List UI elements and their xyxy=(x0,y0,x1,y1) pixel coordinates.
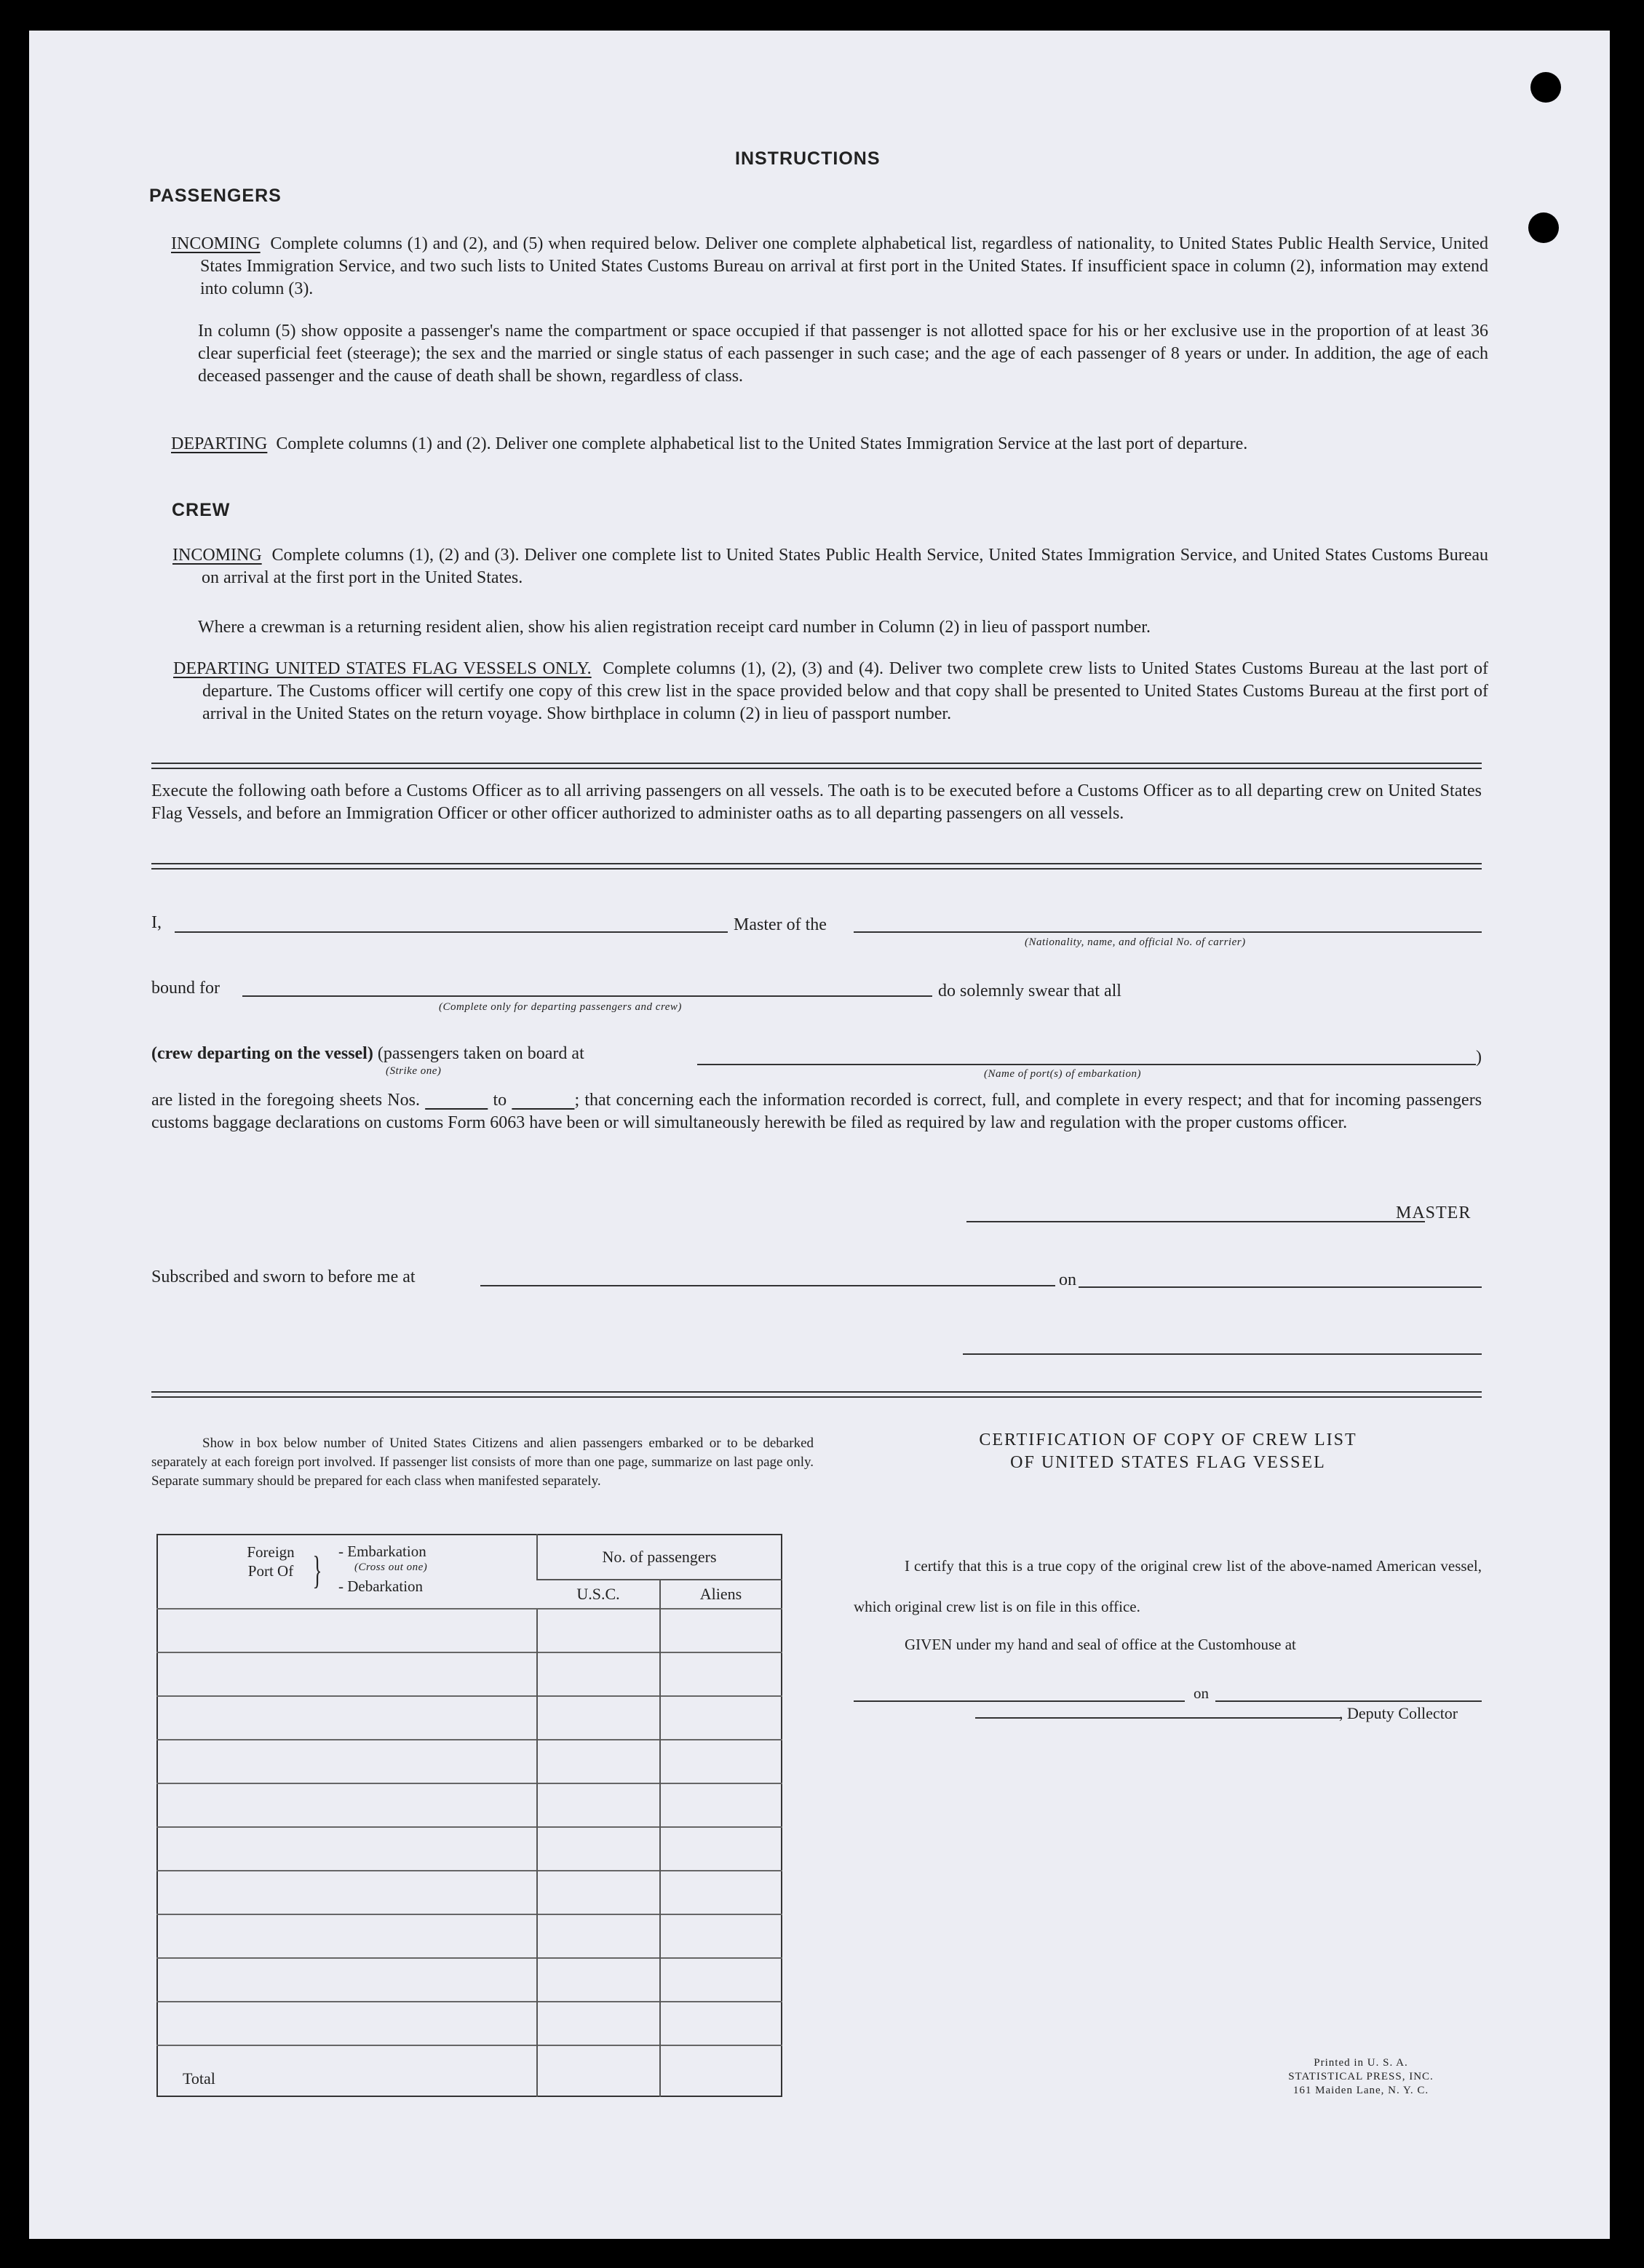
embarkation-caption: (Name of port(s) of embarkation) xyxy=(984,1068,1141,1080)
close-paren: ) xyxy=(1476,1048,1482,1067)
section-divider xyxy=(151,763,1482,769)
i-label: I, xyxy=(151,913,162,932)
sheets-prefix: are listed in the foregoing sheets Nos. xyxy=(151,1091,420,1110)
oath-intro: Execute the following oath before a Customs Officer as to all arriving passengers on all vessels. The oath is to be executed before a Customs Officer as to all departing crew on United States Flag Vessels, and before an Immigration Officer or other officer authorized to administer oaths as to all departing passengers on all vessels. xyxy=(151,781,1482,823)
officer-signature-field[interactable] xyxy=(963,1353,1482,1355)
carrier-field[interactable] xyxy=(854,931,1482,933)
embarkation-label: - Embarkation xyxy=(338,1543,426,1560)
sworn-on-label: on xyxy=(1059,1270,1076,1289)
section-divider xyxy=(151,863,1482,870)
sworn-place-field[interactable] xyxy=(480,1285,1055,1286)
swear-label: do solemnly swear that all xyxy=(938,982,1121,1000)
table-row[interactable] xyxy=(157,1783,782,1827)
printer-imprint xyxy=(1266,2056,1456,2098)
passengers-incoming-label: INCOMING xyxy=(171,234,261,253)
crew-incoming-paragraph xyxy=(172,544,1488,589)
certification-title xyxy=(873,1429,1463,1474)
table-row[interactable] xyxy=(157,1958,782,2002)
sheets-to: to xyxy=(493,1091,507,1110)
passengers-heading: PASSENGERS xyxy=(149,186,282,206)
embarkation-port-field[interactable] xyxy=(697,1064,1476,1065)
crew-departing-label: DEPARTING UNITED STATES FLAG VESSELS ONLY. xyxy=(173,659,592,678)
crew-departing-label: (crew departing on the vessel) xyxy=(151,1044,373,1063)
certify-text: I certify that this is a true copy of the original crew list of the above-named American vessel, which original crew list is on file in this office. xyxy=(854,1557,1482,1615)
bound-caption: (Complete only for departing passengers and crew) xyxy=(439,1001,682,1013)
passengers-taken-label: (passengers taken on board at xyxy=(377,1044,584,1063)
cert-date-field[interactable] xyxy=(1215,1700,1482,1702)
foreign-port-header xyxy=(157,1535,537,1609)
deputy-signature-field[interactable] xyxy=(975,1717,1341,1719)
passengers-departing-label: DEPARTING xyxy=(171,434,268,453)
passengers-incoming-text: Complete columns (1) and (2), and (5) when required below. Deliver one complete alphabetical list, regardless of nationality, to United States Public Health Service, United States Immigration Service, and two such lists to United States Customs Bureau on arrival at first port in the United States. If insufficient space in column (2), information may extend into column (3). xyxy=(200,234,1488,298)
strike-one-line xyxy=(151,1044,584,1064)
deputy-label: , Deputy Collector xyxy=(1339,1704,1458,1722)
passenger-summary-table xyxy=(156,1534,782,2097)
column5-paragraph: In column (5) show opposite a passenger's name the compartment or space occupied if that passenger is not allotted space for his or her exclusive use in the proportion of at least 36 clear superficial feet (steerage); the sex and the married or single status of each passenger in such case; and the age of each passenger of 8 years or under. In addition, the age of each deceased passenger and the cause of death shall be shown, regardless of class. xyxy=(198,322,1488,386)
bound-for-label: bound for xyxy=(151,979,220,998)
master-of-label: Master of the xyxy=(734,915,827,934)
crew-heading: CREW xyxy=(172,500,231,520)
total-label: Total xyxy=(157,2045,537,2096)
cross-out-label: (Cross out one) xyxy=(354,1561,428,1573)
certification-title-line2: OF UNITED STATES FLAG VESSEL xyxy=(1010,1453,1326,1472)
no-passengers-label: No. of passengers xyxy=(537,1535,782,1580)
table-row[interactable] xyxy=(157,2002,782,2045)
master-signature-field[interactable] xyxy=(966,1221,1425,1222)
usc-header: U.S.C. xyxy=(537,1580,660,1609)
table-row[interactable] xyxy=(157,1871,782,1914)
printer-line1: Printed in U. S. A. xyxy=(1314,2057,1408,2069)
strike-caption: (Strike one) xyxy=(386,1065,442,1077)
debarkation-label: - Debarkation xyxy=(338,1577,424,1595)
table-row[interactable] xyxy=(157,1609,782,1652)
total-row[interactable] xyxy=(157,2045,782,2096)
instructions-heading: INSTRUCTIONS xyxy=(735,148,881,169)
aliens-header: Aliens xyxy=(660,1580,782,1609)
customhouse-field[interactable] xyxy=(854,1700,1185,1702)
printer-line2: STATISTICAL PRESS, INC. xyxy=(1288,2071,1434,2082)
table-row[interactable] xyxy=(157,1696,782,1740)
crew-departing-paragraph xyxy=(173,658,1488,725)
master-name-field[interactable] xyxy=(175,931,728,933)
sworn-date-field[interactable] xyxy=(1079,1286,1482,1288)
crew-resident-paragraph: Where a crewman is a returning resident alien, show his alien registration receipt card number in Column (2) in lieu of passport number. xyxy=(198,618,1151,637)
sheets-text: ; that concerning each the information recorded is correct, full, and complete in every respect; and that for incoming passengers customs baggage declarations on customs Form 6063 have been or will simultaneously herewith be filed as required by law and regulation with the proper customs officer. xyxy=(151,1091,1482,1132)
certification-title-line1: CERTIFICATION OF COPY OF CREW LIST xyxy=(979,1431,1357,1449)
sheets-paragraph xyxy=(151,1089,1482,1134)
crew-departing-text: Complete columns (1), (2), (3) and (4). Deliver two complete crew lists to United States Customs Bureau at the last port of departure. The Customs officer will certify one copy of this crew list in the space provided below and that copy shall be presented to United States Customs Bureau at the first port of arrival in the United States on the return voyage. Show birthplace in column (2) in lieu of passport number. xyxy=(202,659,1488,723)
summary-intro: Show in box below number of United States Citizens and alien passengers embarked or to be debarked separately at each foreign port involved. If passenger list consists of more than one page, summarize on last page only. Separate summary should be prepared for each class when manifested separately. xyxy=(151,1436,814,1489)
table-row[interactable] xyxy=(157,1652,782,1696)
crew-incoming-label: INCOMING xyxy=(172,546,262,565)
punch-hole xyxy=(1528,212,1559,243)
crew-incoming-text: Complete columns (1), (2) and (3). Deliver one complete list to United States Public Health Service, United States Immigration Service, and United States Customs Bureau on arrival at the first port in the United States. xyxy=(202,546,1488,587)
cert-on-label: on xyxy=(1194,1684,1209,1702)
punch-hole xyxy=(1530,72,1561,103)
passengers-incoming-paragraph xyxy=(171,233,1488,301)
table-row[interactable] xyxy=(157,1827,782,1871)
table-row[interactable] xyxy=(157,1740,782,1783)
printer-line3: 161 Maiden Lane, N. Y. C. xyxy=(1292,2085,1429,2096)
master-label: MASTER xyxy=(1396,1203,1472,1222)
sheet-to-field[interactable] xyxy=(512,1091,574,1110)
foreign-port-label: Foreign Port Of xyxy=(247,1543,295,1580)
section-divider xyxy=(151,1391,1482,1398)
bound-for-field[interactable] xyxy=(242,995,932,997)
form-page xyxy=(29,31,1610,2239)
table-row[interactable] xyxy=(157,1914,782,1958)
passengers-departing-text: Complete columns (1) and (2). Deliver one complete alphabetical list to the United States Immigration Service at the last port of departure. xyxy=(276,434,1248,453)
passengers-departing-paragraph xyxy=(171,433,1488,455)
subscribed-label: Subscribed and sworn to before me at xyxy=(151,1268,416,1286)
brace-icon: } xyxy=(312,1548,322,1592)
sheet-from-field[interactable] xyxy=(425,1091,488,1110)
carrier-caption: (Nationality, name, and official No. of carrier) xyxy=(1025,936,1246,948)
given-text: GIVEN under my hand and seal of office at the Customhouse at xyxy=(905,1636,1296,1653)
